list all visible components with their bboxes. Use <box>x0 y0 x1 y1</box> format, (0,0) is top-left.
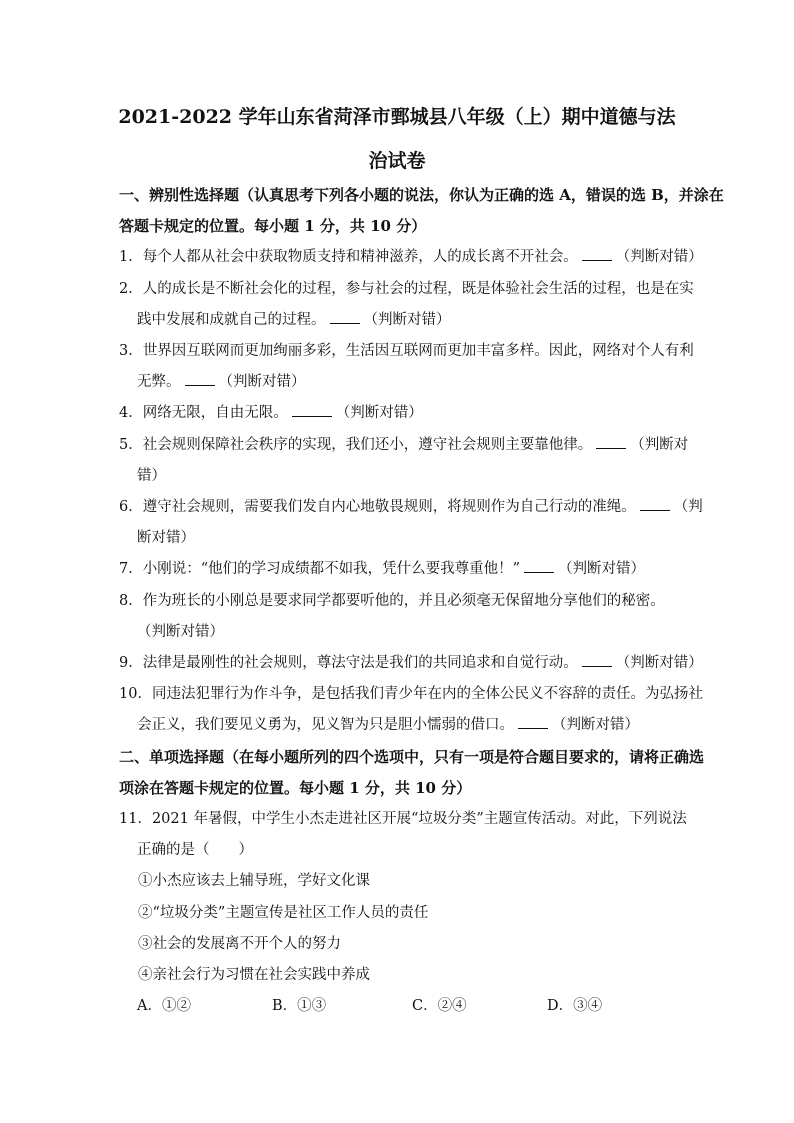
question-11-stem-cont: 正确的是（ ） <box>137 842 253 858</box>
question-2-cont <box>137 309 697 331</box>
q11-item-2: ②“垃圾分类”主题宣传是社区工作人员的责任 <box>138 905 429 921</box>
judge-hint: （判断对错） <box>218 374 306 390</box>
answer-blank <box>640 496 670 511</box>
section1-header-line1: 一、辨别性选择题（认真思考下列各小题的说法，你认为正确的选 A，错误的选 B，并涂在 <box>119 186 724 204</box>
judge-hint: （判断对错） <box>552 717 639 733</box>
judge-hint: （判断对错） <box>335 405 423 421</box>
judge-hint: （判断对错） <box>363 312 451 328</box>
option-a[interactable]: A．①② <box>137 998 191 1014</box>
answer-blank <box>596 434 626 449</box>
answer-blank <box>582 246 612 261</box>
answer-blank <box>582 652 612 667</box>
answer-blank <box>524 558 554 573</box>
answer-blank <box>330 309 360 324</box>
q11-item-3: ③社会的发展离不开个人的努力 <box>138 936 341 952</box>
q11-item-4: ④亲社会行为习惯在社会实践中养成 <box>138 967 370 983</box>
question-3: 3．世界因互联网而更加绚丽多彩，生活因互联网而更加丰富多样。因此，网络对个人有利 <box>119 343 694 359</box>
question-5-cont: 错） <box>137 468 166 484</box>
judge-hint: （判断对 <box>630 437 689 453</box>
section2-header-line1: 二、单项选择题（在每小题所列的四个选项中，只有一项是符合题目要求的，请将正确选 <box>119 748 705 766</box>
option-c[interactable]: C．②④ <box>412 998 467 1014</box>
question-text: 4．网络无限，自由无限。 <box>119 405 288 421</box>
question-4 <box>119 402 679 424</box>
exam-title-line1: 2021-2022 学年山东省菏泽市鄄城县八年级（上）期中道德与法 <box>118 106 676 128</box>
question-2: 2．人的成长是不断社会化的过程，参与社会的过程，既是体验社会生活的过程，也是在实 <box>119 281 694 297</box>
exam-title-line2: 治试卷 <box>368 150 426 172</box>
judge-hint: （判断对错） <box>558 561 646 577</box>
question-3-cont <box>137 371 697 393</box>
section1-header-line2: 答题卡规定的位置。每小题 1 分，共 10 分） <box>119 217 427 235</box>
question-text: 9．法律是最刚性的社会规则，尊法守法是我们的共同追求和自觉行动。 <box>119 655 578 671</box>
question-6-cont: 断对错） <box>137 530 195 546</box>
question-text: 6．遵守社会规则，需要我们发自内心地敬畏规则，将规则作为自己行动的准绳。 <box>119 499 636 515</box>
question-1 <box>119 246 703 268</box>
question-5 <box>119 434 689 456</box>
judge-hint: （判 <box>673 499 703 515</box>
question-9 <box>119 652 703 674</box>
option-d[interactable]: D．③④ <box>547 998 603 1014</box>
question-10: 10．同违法犯罪行为作斗争，是包括我们青少年在内的全体公民义不容辞的责任。为弘扬社 <box>119 686 703 702</box>
option-b[interactable]: B．①③ <box>272 998 327 1014</box>
answer-blank <box>518 714 548 729</box>
question-11-stem: 11．2021 年暑假，中学生小杰走进社区开展“垃圾分类”主题宣传活动。对此，下列说法 <box>119 811 687 827</box>
question-text: 7．小刚说：“他们的学习成绩都不如我，凭什么要我尊重他！” <box>119 561 521 577</box>
question-8-cont: （判断对错） <box>137 624 224 640</box>
question-text: 会正义，我们要见义勇为，见义智为只是胆小懦弱的借口。 <box>137 717 514 733</box>
question-6 <box>119 496 703 518</box>
judge-hint: （判断对错） <box>615 655 703 671</box>
answer-blank <box>292 402 332 417</box>
question-text: 1．每个人都从社会中获取物质支持和精神滋养，人的成长离不开社会。 <box>119 249 578 265</box>
question-text: 无弊。 <box>137 374 181 390</box>
judge-hint: （判断对错） <box>615 249 703 265</box>
question-text: 践中发展和成就自己的过程。 <box>137 312 326 328</box>
answer-blank <box>185 371 215 386</box>
q11-item-1: ①小杰应该去上辅导班，学好文化课 <box>138 873 370 889</box>
question-10-cont <box>137 714 697 736</box>
question-text: 5．社会规则保障社会秩序的实现，我们还小，遵守社会规则主要靠他律。 <box>119 437 593 453</box>
question-7 <box>119 558 679 580</box>
section2-header-line2: 项涂在答题卡规定的位置。每小题 1 分，共 10 分） <box>119 779 472 797</box>
question-8: 8．作为班长的小刚总是要求同学都要听他的，并且必须毫无保留地分享他们的秘密。 <box>119 593 665 609</box>
